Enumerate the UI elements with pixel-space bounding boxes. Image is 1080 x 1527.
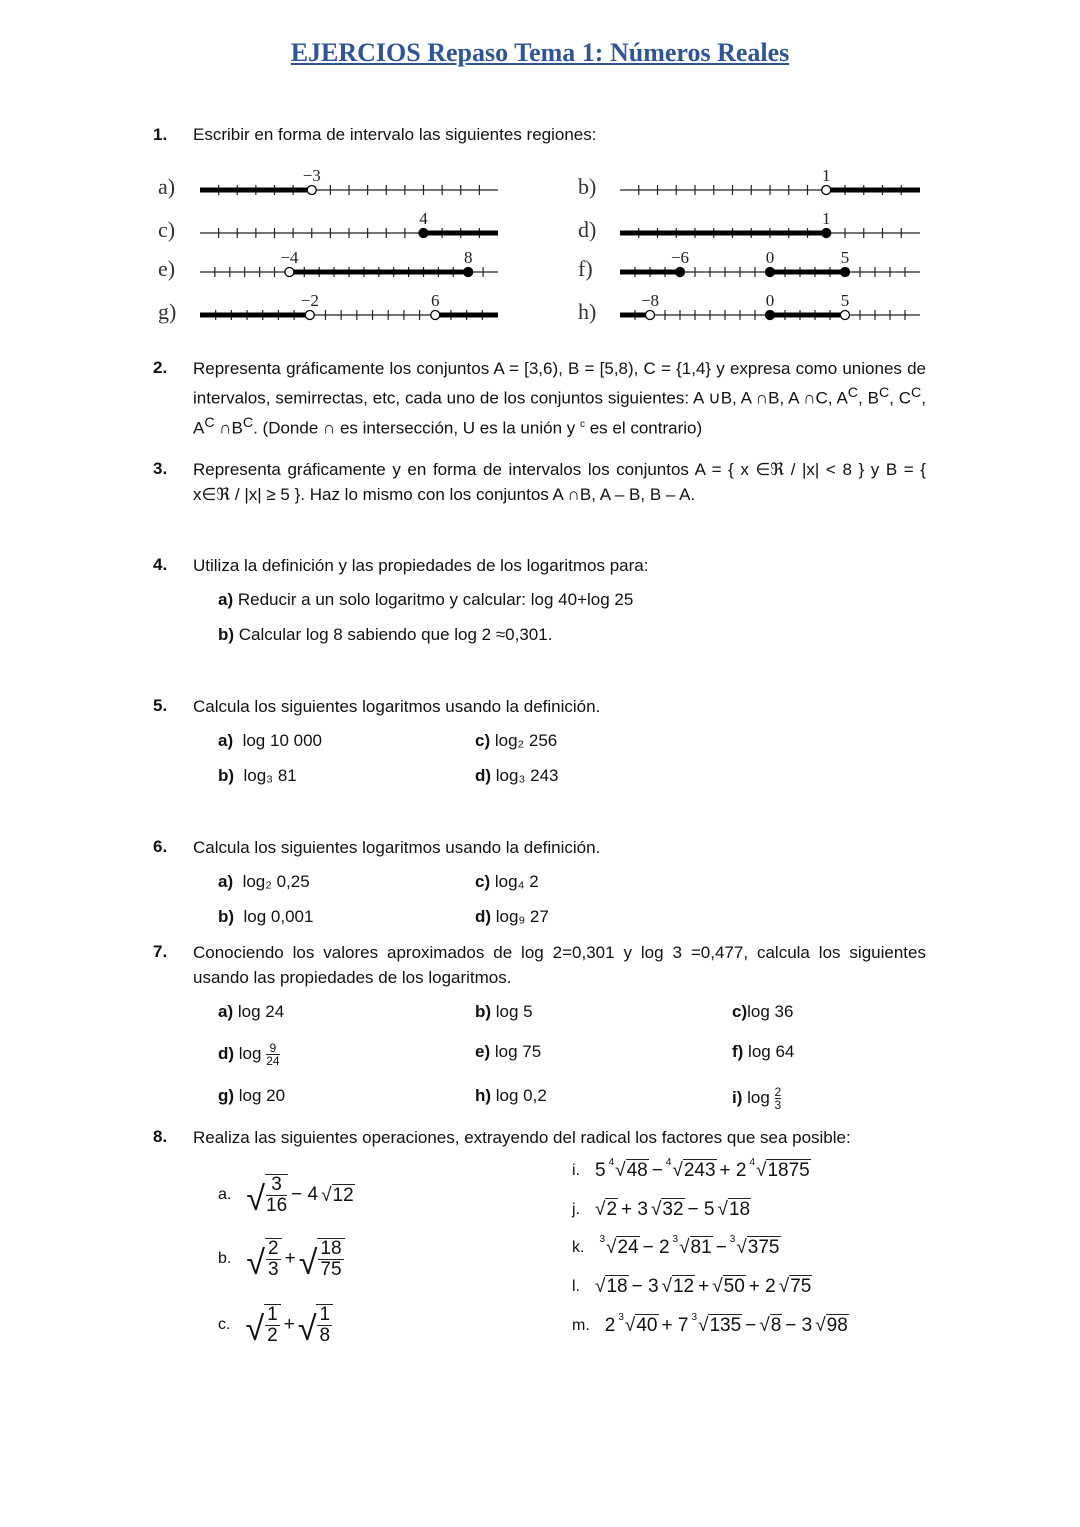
radicand: 1875	[767, 1160, 810, 1181]
radical	[662, 1275, 696, 1298]
operator-text: + 2	[719, 1159, 747, 1181]
q2-part: ∩B	[214, 418, 243, 438]
radical	[246, 1174, 288, 1216]
fraction	[775, 1086, 782, 1111]
denominator: 75	[320, 1259, 342, 1280]
point-label: −3	[302, 166, 321, 185]
operator-text: −	[745, 1314, 757, 1336]
operator-text: +	[284, 1248, 296, 1269]
radicand: 50	[723, 1276, 745, 1297]
radical-sign: √	[297, 1310, 317, 1348]
item-expr: log 5	[491, 1002, 533, 1021]
radical-exercise	[218, 1304, 333, 1346]
item-letter: a.	[218, 1186, 232, 1203]
point-label: −8	[640, 291, 660, 310]
q4-item-b: b) Calcular log 8 sabiendo que log 2 ≈0,301.	[218, 625, 553, 644]
q4-number: 4.	[153, 555, 168, 574]
item-expr: log	[234, 1043, 267, 1063]
radical-sign: √	[246, 1180, 266, 1218]
closed-point	[676, 268, 685, 277]
q7-item	[732, 1086, 781, 1111]
open-point	[285, 268, 294, 277]
number-line	[615, 287, 925, 327]
number-line	[195, 287, 503, 327]
numerator: 1	[319, 1304, 331, 1325]
radical-sign: √	[712, 1276, 723, 1297]
radical-sign: √	[321, 1184, 332, 1206]
operator-text: − 3	[631, 1275, 659, 1297]
item-letter: b.	[218, 1250, 232, 1267]
radical-sign: √	[756, 1160, 767, 1181]
root-index: 3	[729, 1234, 736, 1245]
q8-number: 8.	[153, 1127, 168, 1146]
radical-sign: √	[778, 1276, 790, 1297]
radical-sign: √	[815, 1315, 826, 1336]
radical-sign: √	[298, 1244, 318, 1282]
radicand: 98	[826, 1315, 848, 1336]
q2-part: Representa gráficamente los conjuntos A = [3,6), B = [5,8), C = {1,4} y expresa como uniones de intervalos, semirrectas, etc, cada uno de los conjuntos siguientes: A ∪B, A ∩B, A ∩C, A	[193, 359, 926, 408]
point-label: 1	[822, 209, 831, 228]
denominator: 24	[266, 1054, 280, 1068]
q6-item-a: a) log₂ 0,25	[218, 872, 310, 891]
radical	[712, 1275, 746, 1298]
root-index: 4	[608, 1157, 615, 1168]
item-letter: f)	[732, 1042, 744, 1061]
radical-exercise	[572, 1159, 811, 1182]
radical-exercise	[218, 1238, 345, 1280]
q7-item	[218, 1086, 285, 1106]
denominator: 8	[319, 1325, 331, 1346]
radical	[779, 1275, 813, 1298]
q2-sup: C	[878, 385, 890, 401]
numerator: 2	[774, 1085, 782, 1099]
denominator: 16	[266, 1195, 288, 1216]
item-letter: h)	[475, 1086, 492, 1105]
radical-sign: √	[650, 1199, 662, 1220]
item-expr: log 75	[490, 1042, 542, 1061]
operator-text: +	[698, 1275, 710, 1297]
radicand: 75	[790, 1276, 812, 1297]
point-label: 8	[463, 248, 473, 267]
radical	[749, 1159, 810, 1182]
item-letter: c)	[732, 1002, 748, 1021]
q4-text: Utiliza la definición y las propiedades de los logaritmos para:	[193, 556, 649, 575]
q5-item-b: b) log₃ 81	[218, 766, 297, 785]
item-expr: log	[742, 1087, 775, 1107]
page-title: EJERCIOS Repaso Tema 1: Números Reales	[290, 38, 790, 67]
q7-item	[732, 1042, 794, 1062]
operator-text: − 2	[642, 1236, 670, 1258]
point-label: −6	[670, 248, 690, 267]
point-label: 0	[765, 291, 775, 310]
point-label: 5	[840, 248, 850, 267]
radicand: 243	[683, 1160, 716, 1181]
q6-item-c: c) log₄ 2	[475, 872, 539, 891]
radicand: 12	[672, 1276, 695, 1297]
radical-sign: √	[698, 1315, 709, 1336]
number-line	[615, 162, 925, 202]
radicand: 48	[626, 1160, 648, 1181]
radical-exercise	[572, 1198, 751, 1221]
q2-sup: C	[242, 414, 254, 431]
q6-item-b: b) log 0,001	[218, 907, 314, 926]
radical	[718, 1198, 752, 1221]
radical	[299, 1238, 345, 1280]
radical-sign: √	[672, 1160, 683, 1181]
q2-part: , C	[889, 388, 912, 408]
item-letter: e)	[475, 1042, 491, 1061]
open-point	[305, 311, 314, 320]
radical	[651, 1198, 685, 1221]
q5-number: 5.	[153, 696, 168, 715]
number-line-label: g)	[158, 299, 177, 324]
radical-sign: √	[245, 1310, 265, 1348]
q7-item	[732, 1002, 793, 1022]
operator-text: − 4	[291, 1184, 319, 1205]
operator-text: 2	[604, 1314, 616, 1336]
radical	[759, 1314, 782, 1337]
denominator: 3	[774, 1098, 782, 1112]
q2-text	[193, 356, 926, 440]
radicand: 24	[617, 1237, 639, 1258]
radicand: 8	[770, 1315, 782, 1336]
item-letter: l.	[572, 1277, 580, 1295]
q1-text: Escribir en forma de intervalo las siguientes regiones:	[193, 125, 597, 144]
number-line-label: f)	[578, 256, 593, 281]
item-expr: log 24	[233, 1002, 285, 1021]
operator-text: + 2	[748, 1275, 776, 1297]
open-point	[822, 186, 831, 195]
radicand: 12	[332, 1184, 354, 1206]
radical	[691, 1314, 742, 1337]
radical	[599, 1236, 639, 1259]
operator-text: 5	[595, 1159, 606, 1181]
closed-point	[419, 229, 428, 238]
number-line-label: d)	[578, 217, 597, 242]
number-line-label: h)	[578, 299, 597, 324]
radical-sign: √	[595, 1199, 606, 1220]
numerator: 18	[320, 1238, 342, 1259]
q1-number: 1.	[153, 125, 168, 144]
q5-item-d: d) log₃ 243	[475, 766, 559, 785]
closed-point	[464, 268, 473, 277]
operator-text: + 7	[661, 1314, 689, 1336]
q7-number: 7.	[153, 942, 168, 961]
root-index: 3	[672, 1234, 679, 1245]
q2-part: es el contrario)	[584, 418, 703, 438]
item-expr: log 64	[743, 1042, 795, 1061]
radical	[815, 1314, 849, 1337]
q3-number: 3.	[153, 459, 168, 478]
item-letter: c.	[218, 1316, 231, 1333]
q5-item-a: a) log 10 000	[218, 731, 322, 750]
radical	[666, 1159, 717, 1182]
q7-text: Conociendo los valores aproximados de log 2=0,301 y log 3 =0,477, calcula los siguientes usando las propiedades de los logaritmos.	[193, 943, 926, 987]
radical-sign: √	[606, 1237, 617, 1258]
radical-sign: √	[246, 1244, 266, 1282]
numerator: 9	[266, 1042, 279, 1055]
radical	[595, 1275, 629, 1298]
item-letter: i.	[572, 1161, 580, 1179]
number-line	[195, 244, 503, 284]
radicand: 18	[606, 1276, 628, 1297]
item-expr: log 20	[234, 1086, 286, 1105]
item-letter: m.	[572, 1316, 590, 1334]
item-expr: log 0,2	[491, 1086, 547, 1105]
numerator: 1	[267, 1304, 278, 1325]
radical-exercise	[572, 1236, 781, 1259]
open-point	[307, 186, 316, 195]
operator-text: + 3	[621, 1198, 648, 1220]
radical	[595, 1198, 618, 1221]
q4-item-a: a) Reducir a un solo logaritmo y calcular: log 40+log 25	[218, 590, 634, 609]
number-line-label: a)	[158, 174, 176, 199]
q2-number: 2.	[153, 358, 168, 377]
radical-sign: √	[679, 1237, 690, 1258]
radical-sign: √	[661, 1276, 672, 1297]
radicand: 18	[728, 1199, 751, 1220]
radical-sign: √	[717, 1199, 728, 1220]
q2-sup: C	[847, 385, 859, 401]
point-label: 6	[431, 291, 440, 310]
denominator: 3	[268, 1259, 279, 1280]
operator-text: −	[651, 1159, 663, 1181]
radical-sign: √	[595, 1276, 606, 1297]
radicand: 32	[662, 1199, 684, 1220]
radicand: 375	[747, 1237, 780, 1258]
item-letter: i)	[732, 1087, 743, 1107]
q6-item-d: d) log₉ 27	[475, 907, 549, 926]
q2-sup-symbol: c	[579, 418, 585, 430]
radical-sign: √	[759, 1315, 770, 1336]
root-index: 4	[749, 1157, 756, 1168]
item-letter: g)	[218, 1086, 235, 1105]
item-expr: log 36	[747, 1002, 794, 1021]
q6-number: 6.	[153, 837, 168, 856]
radical	[730, 1236, 781, 1259]
q7-item	[475, 1086, 547, 1106]
radical	[321, 1184, 355, 1207]
number-line-label: c)	[158, 217, 176, 242]
radical	[245, 1304, 280, 1346]
q5-text: Calcula los siguientes logaritmos usando la definición.	[193, 697, 601, 716]
fraction	[266, 1042, 279, 1067]
numerator: 2	[268, 1238, 279, 1259]
point-label: −4	[280, 248, 299, 267]
q7-item	[218, 1002, 284, 1022]
root-index: 3	[618, 1312, 624, 1323]
item-letter: d)	[218, 1043, 235, 1063]
number-line-label: e)	[158, 256, 176, 281]
point-label: 1	[822, 166, 831, 185]
open-point	[646, 311, 655, 320]
operator-text: − 5	[687, 1198, 715, 1220]
q7-item	[218, 1042, 280, 1067]
numerator: 3	[266, 1175, 287, 1196]
root-index: 4	[665, 1157, 672, 1168]
radical	[609, 1159, 649, 1182]
operator-text: − 3	[785, 1314, 813, 1336]
radical-sign: √	[615, 1160, 626, 1181]
item-letter: a)	[218, 1002, 234, 1021]
number-line	[195, 162, 503, 202]
radicand: 40	[636, 1315, 658, 1336]
q2-sup: C	[204, 414, 215, 431]
number-line	[615, 205, 925, 245]
operator-text: −	[715, 1236, 727, 1258]
open-point	[841, 311, 850, 320]
item-letter: k.	[572, 1238, 585, 1256]
radical-exercise	[572, 1275, 812, 1298]
number-line	[615, 244, 925, 284]
q8-text: Realiza las siguientes operaciones, extrayendo del radical los factores que sea posible:	[193, 1128, 851, 1147]
radical-exercise	[218, 1174, 355, 1216]
q7-item	[475, 1042, 541, 1062]
q5-item-c: c) log₂ 256	[475, 731, 558, 750]
radical-sign: √	[624, 1315, 636, 1336]
radical	[298, 1304, 333, 1346]
radicand: 81	[690, 1237, 712, 1258]
item-letter: b)	[475, 1002, 492, 1021]
denominator: 2	[267, 1325, 278, 1346]
number-line-label: b)	[578, 174, 597, 199]
root-index: 3	[599, 1234, 606, 1245]
point-label: 0	[765, 248, 775, 267]
closed-point	[766, 311, 775, 320]
closed-point	[766, 268, 775, 277]
radical	[673, 1236, 713, 1259]
closed-point	[841, 268, 850, 277]
q2-part: . (Donde ∩ es intersección, U es la unión y	[253, 418, 580, 438]
radical-sign: √	[736, 1237, 747, 1258]
radical-exercise	[572, 1314, 849, 1337]
item-letter: j.	[572, 1200, 580, 1218]
point-label: −2	[300, 291, 319, 310]
q7-item	[475, 1002, 533, 1022]
closed-point	[822, 229, 831, 238]
point-label: 4	[419, 209, 428, 228]
q2-part: , A	[193, 388, 926, 438]
radical	[618, 1314, 658, 1337]
q2-sup: C	[911, 385, 922, 401]
radicand: 2	[606, 1199, 618, 1220]
number-line	[195, 205, 503, 245]
point-label: 5	[840, 291, 850, 310]
q3-text: Representa gráficamente y en forma de intervalos los conjuntos A = { x ∈ℜ / |x| < 8 } y B = { x∈ℜ / |x| ≥ 5 }. Haz lo mismo con los conjuntos A ∩B, A – B, B – A.	[193, 460, 926, 504]
q2-part: , B	[858, 388, 879, 408]
q6-text: Calcula los siguientes logaritmos usando la definición.	[193, 838, 601, 857]
root-index: 3	[691, 1312, 698, 1323]
operator-text: +	[283, 1314, 295, 1335]
radical	[246, 1238, 281, 1280]
open-point	[431, 311, 440, 320]
radicand: 135	[709, 1315, 742, 1336]
